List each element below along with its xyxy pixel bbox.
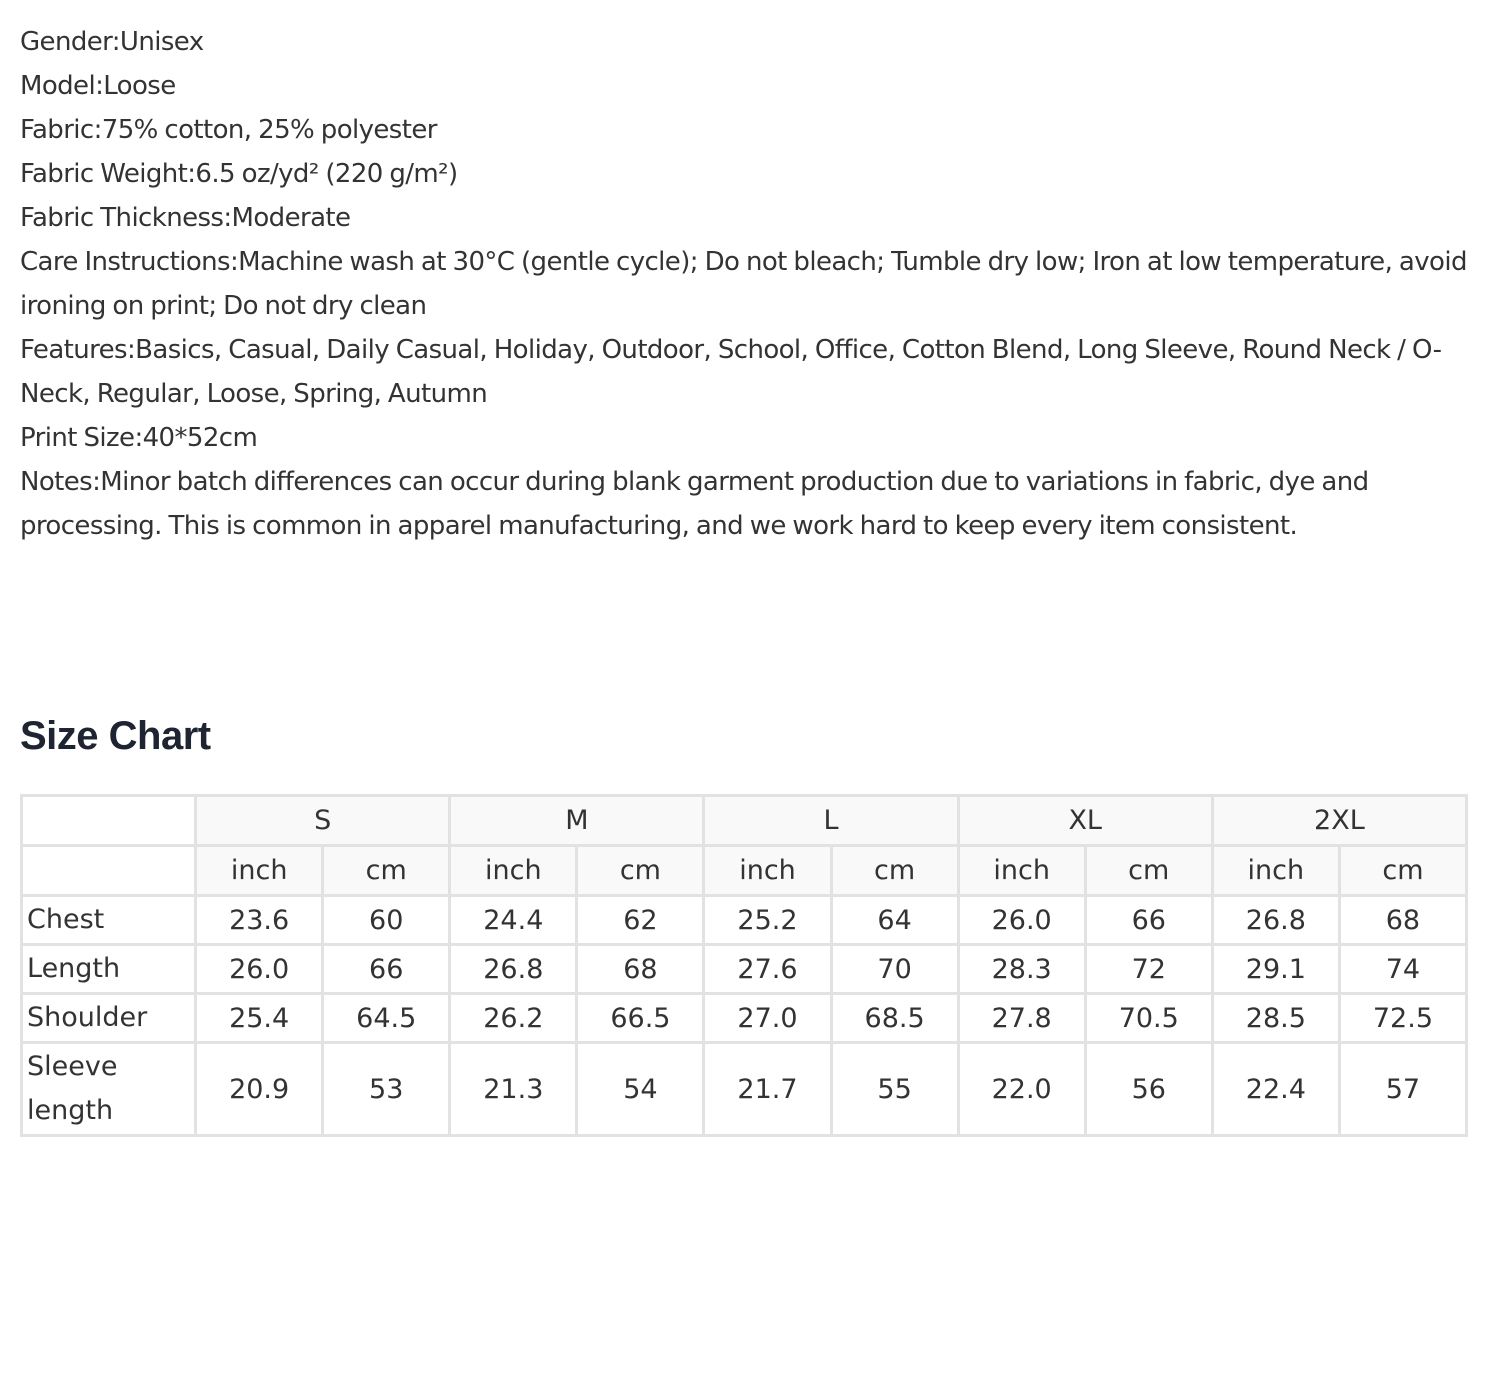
detail-value: Basics, Casual, Daily Casual, Holiday, Outdoor, School, Office, Cotton Blend, Long Sleeve, Round Neck / O-Neck, Regular, Loose, Spring, Autumn: [20, 335, 1442, 409]
unit-header: inch: [450, 846, 577, 896]
table-cell: 70: [831, 945, 958, 994]
table-cell: 23.6: [196, 896, 323, 945]
detail-label: Fabric Weight:: [20, 159, 196, 189]
unit-header: cm: [323, 846, 450, 896]
table-cell: 25.4: [196, 994, 323, 1043]
table-cell: 57: [1339, 1043, 1466, 1136]
table-cell: 60: [323, 896, 450, 945]
detail-value: 75% cotton, 25% polyester: [101, 115, 437, 145]
detail-label: Features:: [20, 335, 136, 365]
unit-header-row: [22, 846, 1467, 896]
table-cell: 53: [323, 1043, 450, 1136]
unit-header: inch: [958, 846, 1085, 896]
size-header-s: S: [196, 796, 450, 846]
unit-header: cm: [1085, 846, 1212, 896]
detail-value: Loose: [103, 71, 176, 101]
detail-value: Minor batch differences can occur during blank garment production due to variations in fabric, dye and processing. This is common in apparel manufacturing, and we work hard to keep every item consistent.: [20, 467, 1369, 541]
detail-features: [20, 328, 1472, 416]
detail-value: 6.5 oz/yd² (220 g/m²): [195, 159, 458, 189]
detail-print-size: [20, 416, 1472, 460]
product-details: [20, 20, 1472, 548]
table-cell: 22.0: [958, 1043, 1085, 1136]
table-cell: 62: [577, 896, 704, 945]
detail-gender: [20, 20, 1472, 64]
table-cell: 29.1: [1212, 945, 1339, 994]
table-cell: 21.7: [704, 1043, 831, 1136]
row-label: Sleeve length: [22, 1043, 196, 1136]
unit-header: inch: [1212, 846, 1339, 896]
unit-header: cm: [831, 846, 958, 896]
detail-value: 40*52cm: [142, 423, 258, 453]
table-cell: 20.9: [196, 1043, 323, 1136]
detail-care-instructions: [20, 240, 1472, 328]
detail-fabric-thickness: [20, 196, 1472, 240]
size-header-xl: XL: [958, 796, 1212, 846]
size-header-2xl: 2XL: [1212, 796, 1466, 846]
table-cell: 66: [1085, 896, 1212, 945]
detail-label: Care Instructions:: [20, 247, 239, 277]
detail-model: [20, 64, 1472, 108]
detail-label: Notes:: [20, 467, 101, 497]
detail-value: Machine wash at 30°C (gentle cycle); Do not bleach; Tumble dry low; Iron at low temperature, avoid ironing on print; Do not dry clean: [20, 247, 1467, 321]
table-cell: 66: [323, 945, 450, 994]
table-row-length: [22, 945, 1467, 994]
size-header-row: [22, 796, 1467, 846]
table-cell: 55: [831, 1043, 958, 1136]
table-cell: 64: [831, 896, 958, 945]
detail-notes: [20, 460, 1472, 548]
table-cell: 68: [1339, 896, 1466, 945]
table-cell: 25.2: [704, 896, 831, 945]
size-chart-table: [20, 794, 1468, 1137]
row-label: Length: [22, 945, 196, 994]
unit-header: inch: [704, 846, 831, 896]
unit-header: cm: [1339, 846, 1466, 896]
table-cell: 21.3: [450, 1043, 577, 1136]
table-cell: 27.8: [958, 994, 1085, 1043]
table-cell: 24.4: [450, 896, 577, 945]
table-row-shoulder: [22, 994, 1467, 1043]
size-chart-title: Size Chart: [20, 714, 211, 758]
detail-label: Fabric:: [20, 115, 102, 145]
table-cell: 66.5: [577, 994, 704, 1043]
row-label: Shoulder: [22, 994, 196, 1043]
detail-label: Print Size:: [20, 423, 143, 453]
corner-cell: [22, 846, 196, 896]
table-cell: 56: [1085, 1043, 1212, 1136]
table-cell: 26.0: [196, 945, 323, 994]
table-cell: 26.0: [958, 896, 1085, 945]
table-row-sleeve-length: [22, 1043, 1467, 1136]
unit-header: inch: [196, 846, 323, 896]
table-cell: 68: [577, 945, 704, 994]
table-cell: 26.8: [1212, 896, 1339, 945]
table-cell: 27.0: [704, 994, 831, 1043]
size-header-l: L: [704, 796, 958, 846]
corner-cell: [22, 796, 196, 846]
detail-label: Model:: [20, 71, 104, 101]
row-label: Chest: [22, 896, 196, 945]
table-cell: 72: [1085, 945, 1212, 994]
table-cell: 27.6: [704, 945, 831, 994]
table-cell: 26.2: [450, 994, 577, 1043]
table-cell: 54: [577, 1043, 704, 1136]
table-cell: 70.5: [1085, 994, 1212, 1043]
detail-fabric: [20, 108, 1472, 152]
table-cell: 74: [1339, 945, 1466, 994]
table-cell: 22.4: [1212, 1043, 1339, 1136]
detail-value: Moderate: [231, 203, 351, 233]
detail-label: Fabric Thickness:: [20, 203, 232, 233]
table-cell: 28.3: [958, 945, 1085, 994]
table-cell: 68.5: [831, 994, 958, 1043]
table-cell: 26.8: [450, 945, 577, 994]
detail-value: Unisex: [119, 27, 204, 57]
unit-header: cm: [577, 846, 704, 896]
detail-fabric-weight: [20, 152, 1472, 196]
detail-label: Gender:: [20, 27, 120, 57]
table-cell: 28.5: [1212, 994, 1339, 1043]
size-header-m: M: [450, 796, 704, 846]
table-cell: 64.5: [323, 994, 450, 1043]
table-row-chest: [22, 896, 1467, 945]
table-cell: 72.5: [1339, 994, 1466, 1043]
